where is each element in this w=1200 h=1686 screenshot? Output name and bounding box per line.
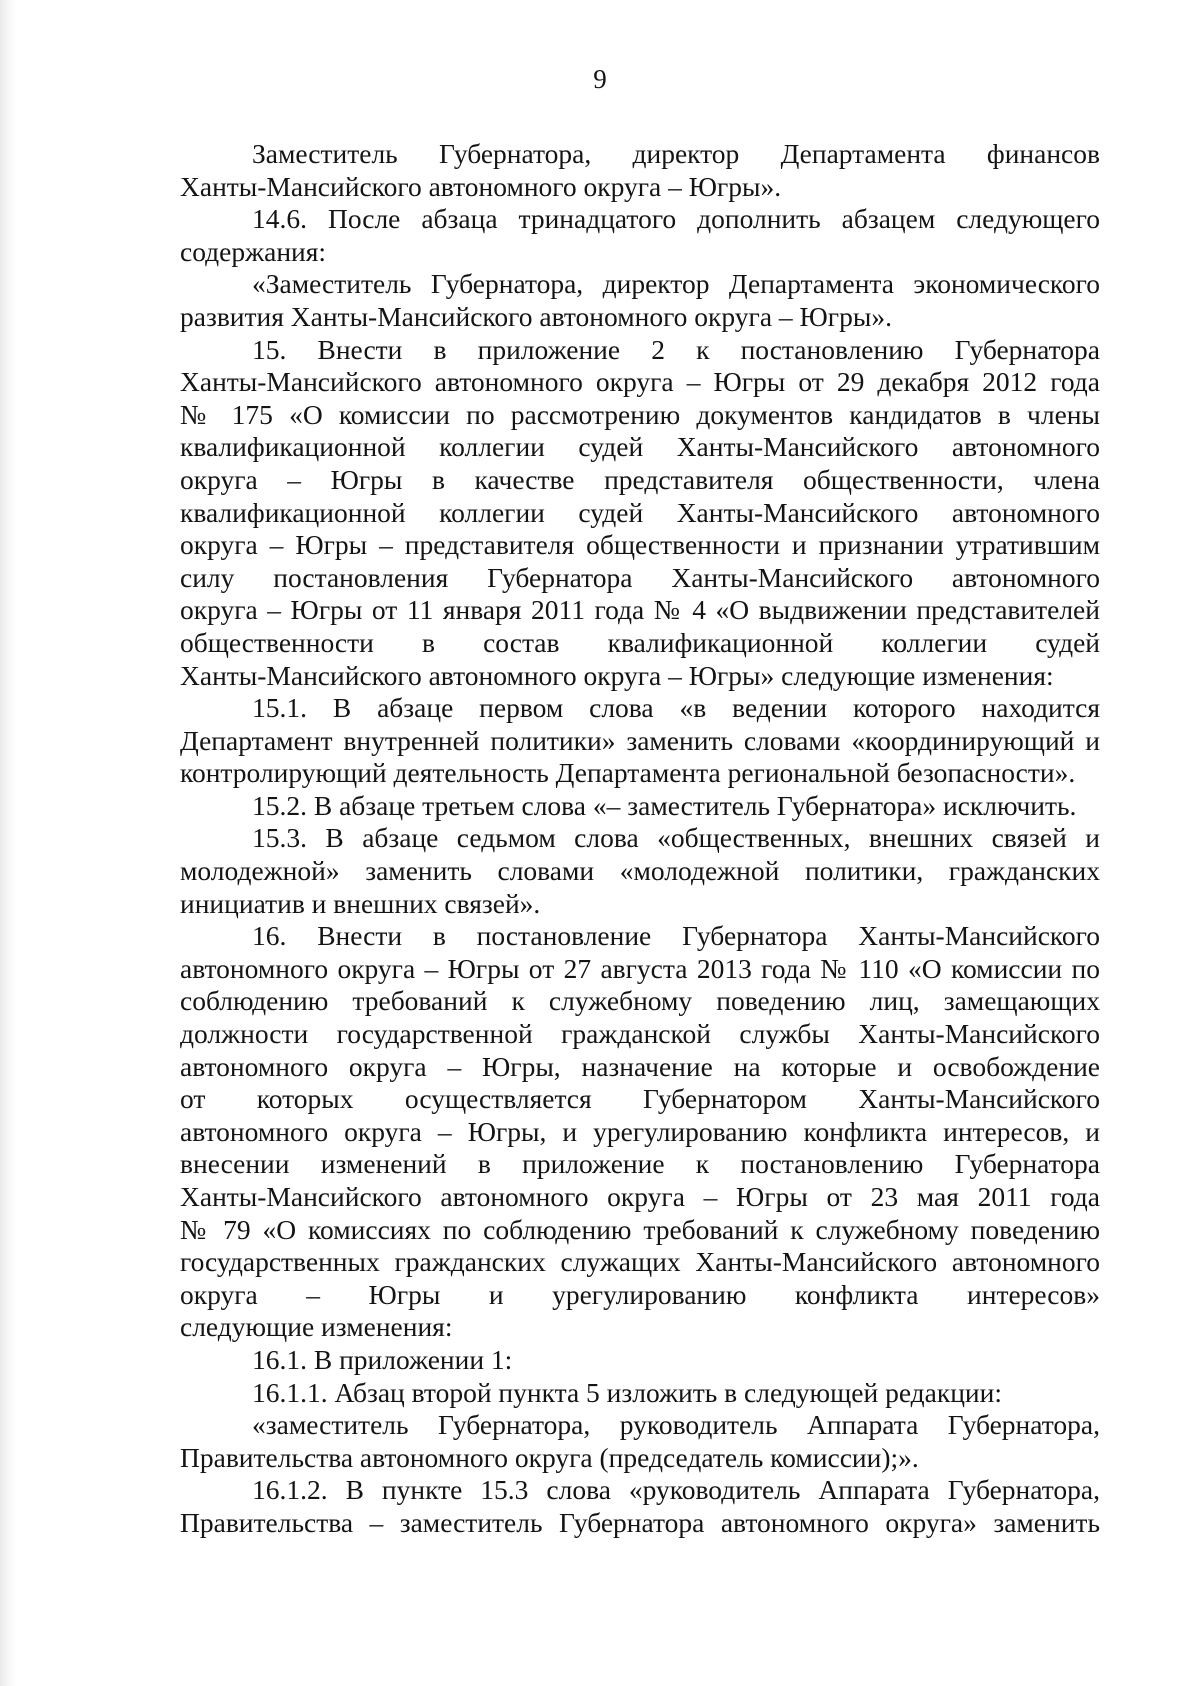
text-line: силу постановления Губернатора Ханты-Мансийского автономного bbox=[180, 561, 1100, 593]
page-number: 9 bbox=[593, 64, 607, 94]
paragraph bbox=[180, 334, 1100, 693]
text-line: округа – Югры – представителя общественности и признании утратившим bbox=[180, 529, 1100, 561]
text-line: следующие изменения: bbox=[180, 1311, 453, 1343]
text-line: Ханты-Мансийского автономного округа – Югры от 23 мая 2011 года bbox=[180, 1181, 1100, 1212]
paragraph bbox=[180, 1409, 1100, 1474]
text-line: округа – Югры в качестве представителя общественности, члена bbox=[180, 463, 1100, 495]
text-line: развития Ханты-Мансийского автономного округа – Югры». bbox=[180, 300, 892, 332]
text-line: соблюдению требований к служебному поведению лиц, замещающих bbox=[180, 985, 1100, 1017]
paragraph bbox=[180, 1377, 1100, 1410]
text-line: квалификационной коллегии судей Ханты-Мансийского автономного bbox=[180, 431, 1100, 463]
text-line: автономного округа – Югры от 27 августа 2013 года № 110 «О комиссии по bbox=[180, 952, 1100, 984]
text-line: Ханты-Мансийского автономного округа – Югры от 29 декабря 2012 года bbox=[180, 366, 1100, 398]
text-line: 15. Внести в приложение 2 к постановлению Губернатора bbox=[252, 333, 1100, 365]
text-line: 16. Внести в постановление Губернатора Ханты-Мансийского bbox=[252, 920, 1100, 952]
text-line: 16.1.2. В пункте 15.3 слова «руководитель Аппарата Губернатора, bbox=[252, 1474, 1100, 1506]
text-line: внесении изменений в приложение к постановлению Губернатора bbox=[180, 1148, 1100, 1180]
text-line: автономного округа – Югры, и урегулированию конфликта интересов, и bbox=[180, 1115, 1100, 1147]
scan-edge-shadow bbox=[0, 0, 16, 1686]
text-line: контролирующий деятельность Департамента региональной безопасности». bbox=[180, 757, 1076, 789]
text-line: округа – Югры от 11 января 2011 года № 4 «О выдвижении представителей bbox=[180, 594, 1100, 626]
paragraph bbox=[180, 1344, 1100, 1377]
text-line: Заместитель Губернатора, директор Департамента финансов bbox=[252, 138, 1100, 169]
text-line: Департамент внутренней политики» заменить словами «координирующий и bbox=[180, 724, 1100, 756]
text-line: молодежной» заменить словами «молодежной политики, гражданских bbox=[180, 855, 1100, 887]
text-line: от которых осуществляется Губернатором Ханты-Мансийского bbox=[180, 1083, 1100, 1115]
text-line: содержания: bbox=[180, 235, 327, 267]
text-line: государственных гражданских служащих Ханты-Мансийского автономного bbox=[180, 1246, 1100, 1278]
text-line: автономного округа – Югры, назначение на которые и освобождение bbox=[180, 1050, 1100, 1082]
text-line: квалификационной коллегии судей Ханты-Мансийского автономного bbox=[180, 496, 1100, 528]
document-body bbox=[180, 138, 1100, 1540]
text-line: «Заместитель Губернатора, директор Департамента экономического bbox=[252, 268, 1100, 300]
text-line: Правительства автономного округа (председатель комиссии);». bbox=[180, 1441, 919, 1473]
text-line: № 79 «О комиссиях по соблюдению требований к служебному поведению bbox=[180, 1213, 1100, 1245]
text-line: № 175 «О комиссии по рассмотрению документов кандидатов в члены bbox=[180, 398, 1100, 430]
text-line: 16.1. В приложении 1: bbox=[252, 1343, 513, 1375]
paragraph bbox=[180, 692, 1100, 790]
paragraph bbox=[180, 268, 1100, 333]
paragraph bbox=[180, 822, 1100, 920]
text-line: Ханты-Мансийского автономного округа – Югры». bbox=[180, 170, 782, 202]
text-line: общественности в состав квалификационной коллегии судей bbox=[180, 626, 1100, 658]
text-line: округа – Югры и урегулированию конфликта интересов» bbox=[180, 1278, 1100, 1310]
paragraph bbox=[180, 203, 1100, 268]
text-line: «заместитель Губернатора, руководитель Аппарата Губернатора, bbox=[252, 1409, 1100, 1441]
text-line: Правительства – заместитель Губернатора автономного округа» заменить bbox=[180, 1506, 1100, 1538]
paragraph bbox=[180, 1474, 1100, 1539]
text-line: инициатив и внешних связей». bbox=[180, 887, 541, 919]
text-line: 14.6. После абзаца тринадцатого дополнить абзацем следующего bbox=[252, 203, 1100, 235]
text-line: 15.2. В абзаце третьем слова «– заместитель Губернатора» исключить. bbox=[252, 789, 1077, 821]
text-line: 15.3. В абзаце седьмом слова «общественных, внешних связей и bbox=[252, 822, 1100, 854]
paragraph bbox=[180, 138, 1100, 203]
text-line: Ханты-Мансийского автономного округа – Югры» следующие изменения: bbox=[180, 659, 1054, 691]
paragraph bbox=[180, 920, 1100, 1344]
text-line: 15.1. В абзаце первом слова «в ведении которого находится bbox=[252, 692, 1100, 724]
paragraph bbox=[180, 790, 1100, 823]
text-line: 16.1.1. Абзац второй пункта 5 изложить в следующей редакции: bbox=[252, 1376, 1003, 1408]
text-line: должности государственной гражданской службы Ханты-Мансийского bbox=[180, 1018, 1100, 1050]
